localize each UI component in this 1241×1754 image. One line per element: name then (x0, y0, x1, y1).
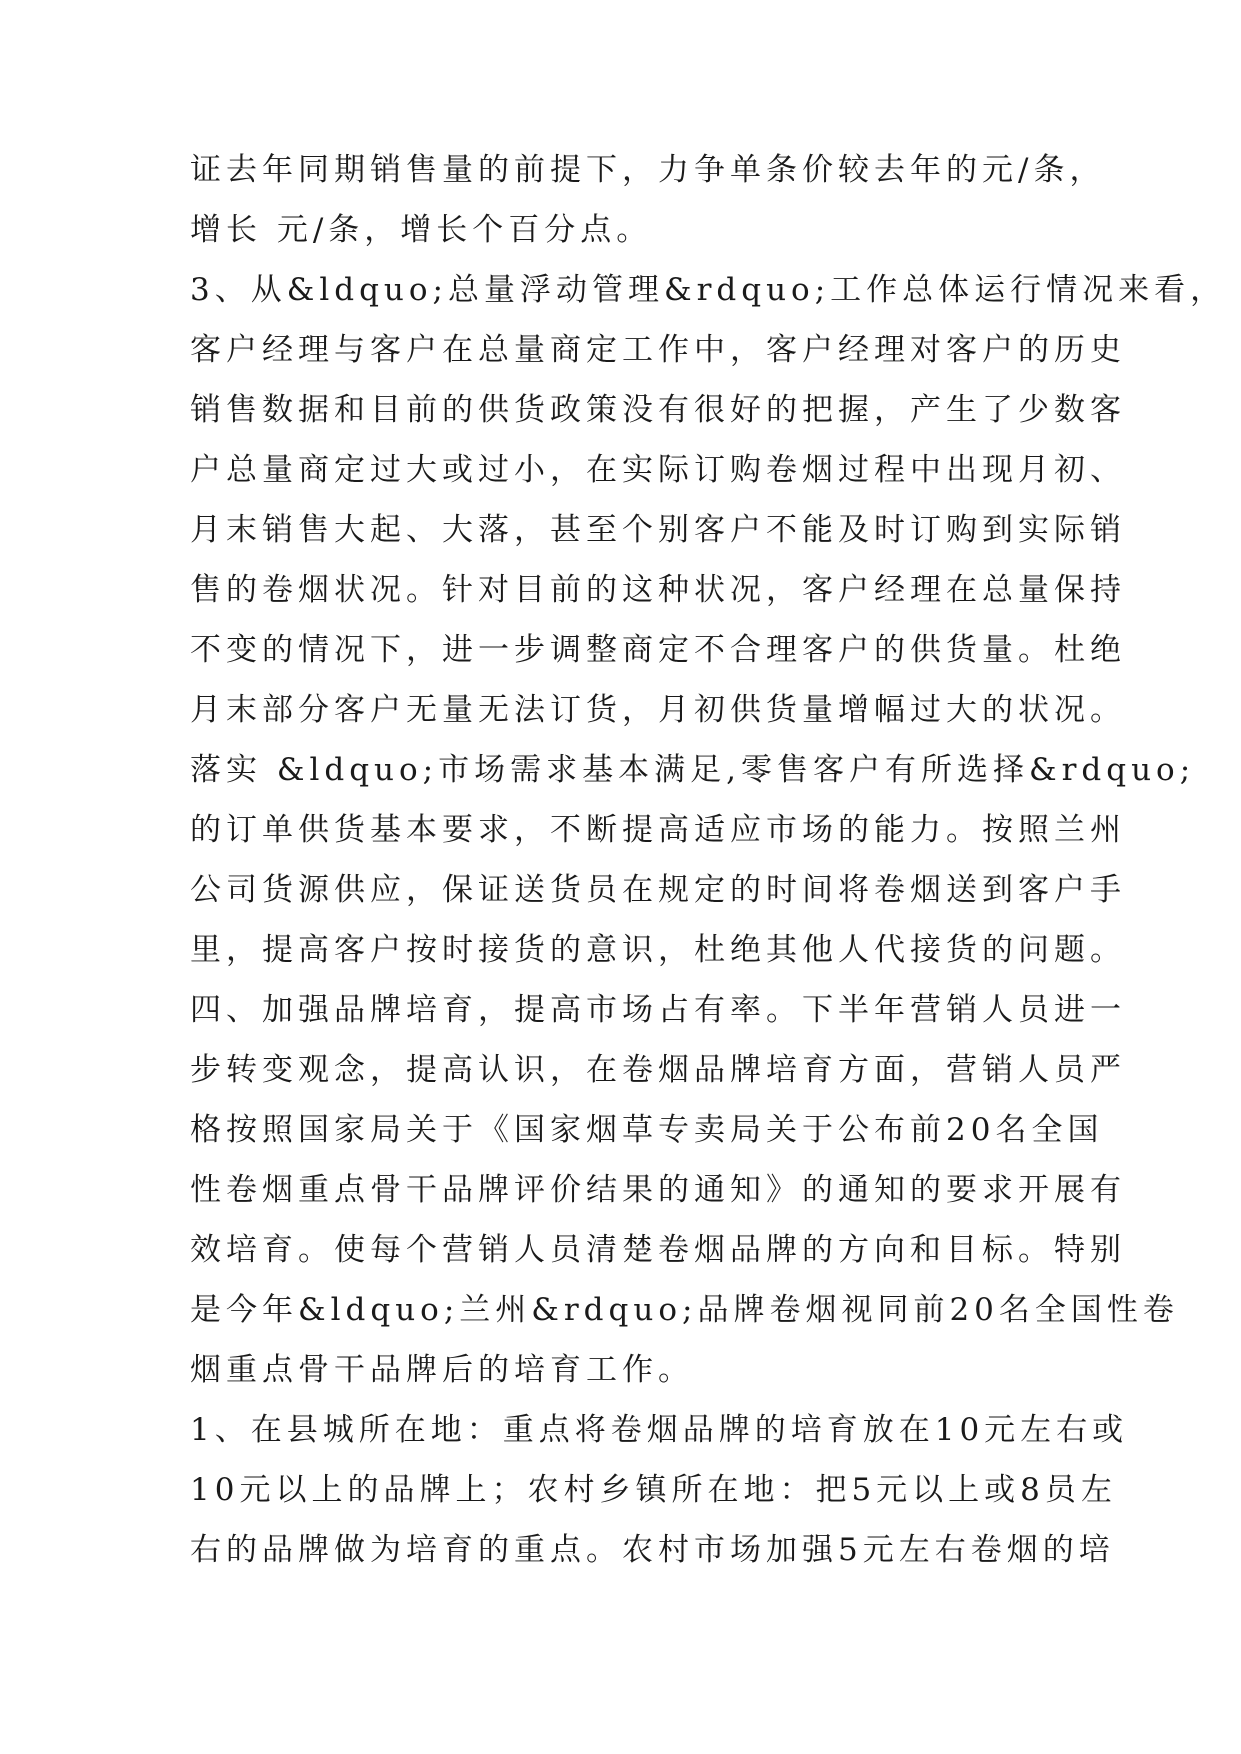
text-line: 性卷烟重点骨干品牌评价结果的通知》的通知的要求开展有 (190, 1172, 1126, 1208)
text-line: 是今年&ldquo;兰州&rdquo;品牌卷烟视同前20名全国性卷 (190, 1292, 1179, 1328)
text-line: 销售数据和目前的供货政策没有很好的把握，产生了少数客 (190, 392, 1126, 428)
text-line: 不变的情况下，进一步调整商定不合理客户的供货量。杜绝 (190, 632, 1126, 668)
text-line: 公司货源供应，保证送货员在规定的时间将卷烟送到客户手 (190, 872, 1126, 908)
text-line: 里，提高客户按时接货的意识，杜绝其他人代接货的问题。 (190, 932, 1126, 968)
text-line: 的订单供货基本要求，不断提高适应市场的能力。按照兰州 (190, 812, 1126, 848)
text-line: 落实 &ldquo;市场需求基本满足,零售客户有所选择&rdquo; (190, 752, 1196, 788)
text-line: 证去年同期销售量的前提下，力争单条价较去年的元/条， (190, 152, 1106, 188)
text-line: 格按照国家局关于《国家烟草专卖局关于公布前20名全国 (190, 1112, 1104, 1148)
text-line: 烟重点骨干品牌后的培育工作。 (190, 1352, 694, 1388)
text-line: 月末部分客户无量无法订货，月初供货量增幅过大的状况。 (190, 692, 1126, 728)
text-line: 右的品牌做为培育的重点。农村市场加强5元左右卷烟的培 (190, 1532, 1115, 1568)
text-line: 月末销售大起、大落，甚至个别客户不能及时订购到实际销 (190, 512, 1126, 548)
text-line: 10元以上的品牌上；农村乡镇所在地：把5元以上或8员左 (190, 1472, 1117, 1508)
text-line: 1、在县城所在地：重点将卷烟品牌的培育放在10元左右或 (190, 1412, 1129, 1448)
text-line: 售的卷烟状况。针对目前的这种状况，客户经理在总量保持 (190, 572, 1126, 608)
text-line: 增长 元/条，增长个百分点。 (190, 212, 653, 248)
text-line: 客户经理与客户在总量商定工作中，客户经理对客户的历史 (190, 332, 1126, 368)
text-line: 户总量商定过大或过小，在实际订购卷烟过程中出现月初、 (190, 452, 1126, 488)
text-line: 四、加强品牌培育，提高市场占有率。下半年营销人员进一 (190, 992, 1126, 1028)
text-line: 效培育。使每个营销人员清楚卷烟品牌的方向和目标。特别 (190, 1232, 1126, 1268)
text-line: 3、从&ldquo;总量浮动管理&rdquo;工作总体运行情况来看， (190, 272, 1227, 308)
text-line: 步转变观念，提高认识，在卷烟品牌培育方面，营销人员严 (190, 1052, 1126, 1088)
